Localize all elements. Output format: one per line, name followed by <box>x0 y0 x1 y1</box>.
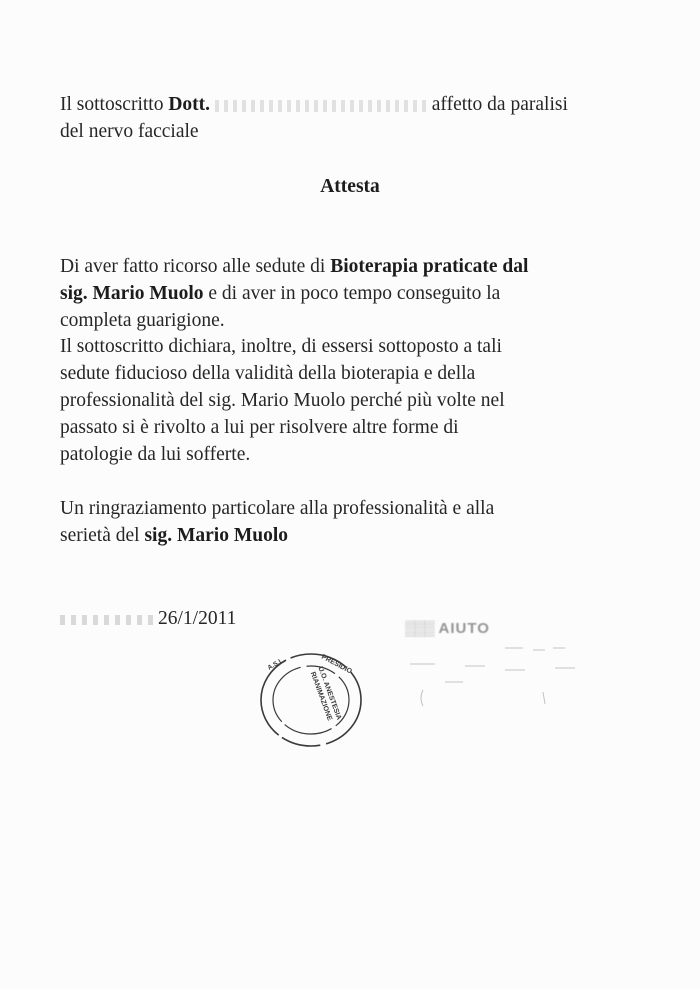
svg-text:A.S.L.: A.S.L. <box>266 656 286 672</box>
redacted-place <box>60 615 158 625</box>
p1-line1-plain: Di aver fatto ricorso alle sedute di <box>60 256 331 277</box>
redacted-name <box>215 100 427 112</box>
intro-line-2: del nervo facciale <box>60 121 199 142</box>
p1-line2-bold: sig. Mario Muolo <box>60 283 204 304</box>
p3-line2-bold: sig. Mario Muolo <box>144 525 288 546</box>
p1-line1-bold: Bioterapia praticate dal <box>330 256 529 277</box>
p3-line2-plain: serietà del <box>60 525 145 546</box>
p1-line2-plain: e di aver in poco tempo conseguito la <box>203 283 501 304</box>
signature-faded-text: ▒▒▒ AIUTO <box>405 620 490 637</box>
paragraph3-line-2 <box>60 523 640 550</box>
document-date: 26/1/2011 <box>158 608 237 629</box>
paragraph2-line-2: sedute fiducioso della validità della bioterapia e della <box>60 363 476 384</box>
signature-marks <box>405 646 595 726</box>
intro-prefix: Il sottoscritto <box>60 94 169 115</box>
official-stamp <box>255 648 367 752</box>
intro-suffix: affetto da paralisi <box>426 94 568 115</box>
paragraph2-line-5: patologie da lui sofferte. <box>60 444 251 465</box>
paragraph1-line-3: completa guarigione. <box>60 310 225 331</box>
paragraph1-line-2 <box>60 281 640 308</box>
intro-title: Dott. <box>168 94 211 115</box>
paragraph2-line-1: Il sottoscritto dichiara, inoltre, di essersi sottoposto a tali <box>60 336 502 357</box>
paragraph1-line-1 <box>60 254 640 281</box>
paragraph2-line-3: professionalità del sig. Mario Muolo perché più volte nel <box>60 390 505 411</box>
heading-attesta: Attesta <box>320 176 380 197</box>
paragraph3-line-1: Un ringraziamento particolare alla professionalità e alla <box>60 498 495 519</box>
stamp-outer-text: PRESIDIO <box>320 653 353 676</box>
signature-area <box>405 618 595 728</box>
intro-line-1 <box>60 92 640 119</box>
paragraph2-line-4: passato si è rivolto a lui per risolvere altre forme di <box>60 417 459 438</box>
signature-label: AIUTO <box>438 620 490 637</box>
stamp-inner-text: U.O. ANESTESIA RIANIMAZIONE <box>308 665 343 722</box>
